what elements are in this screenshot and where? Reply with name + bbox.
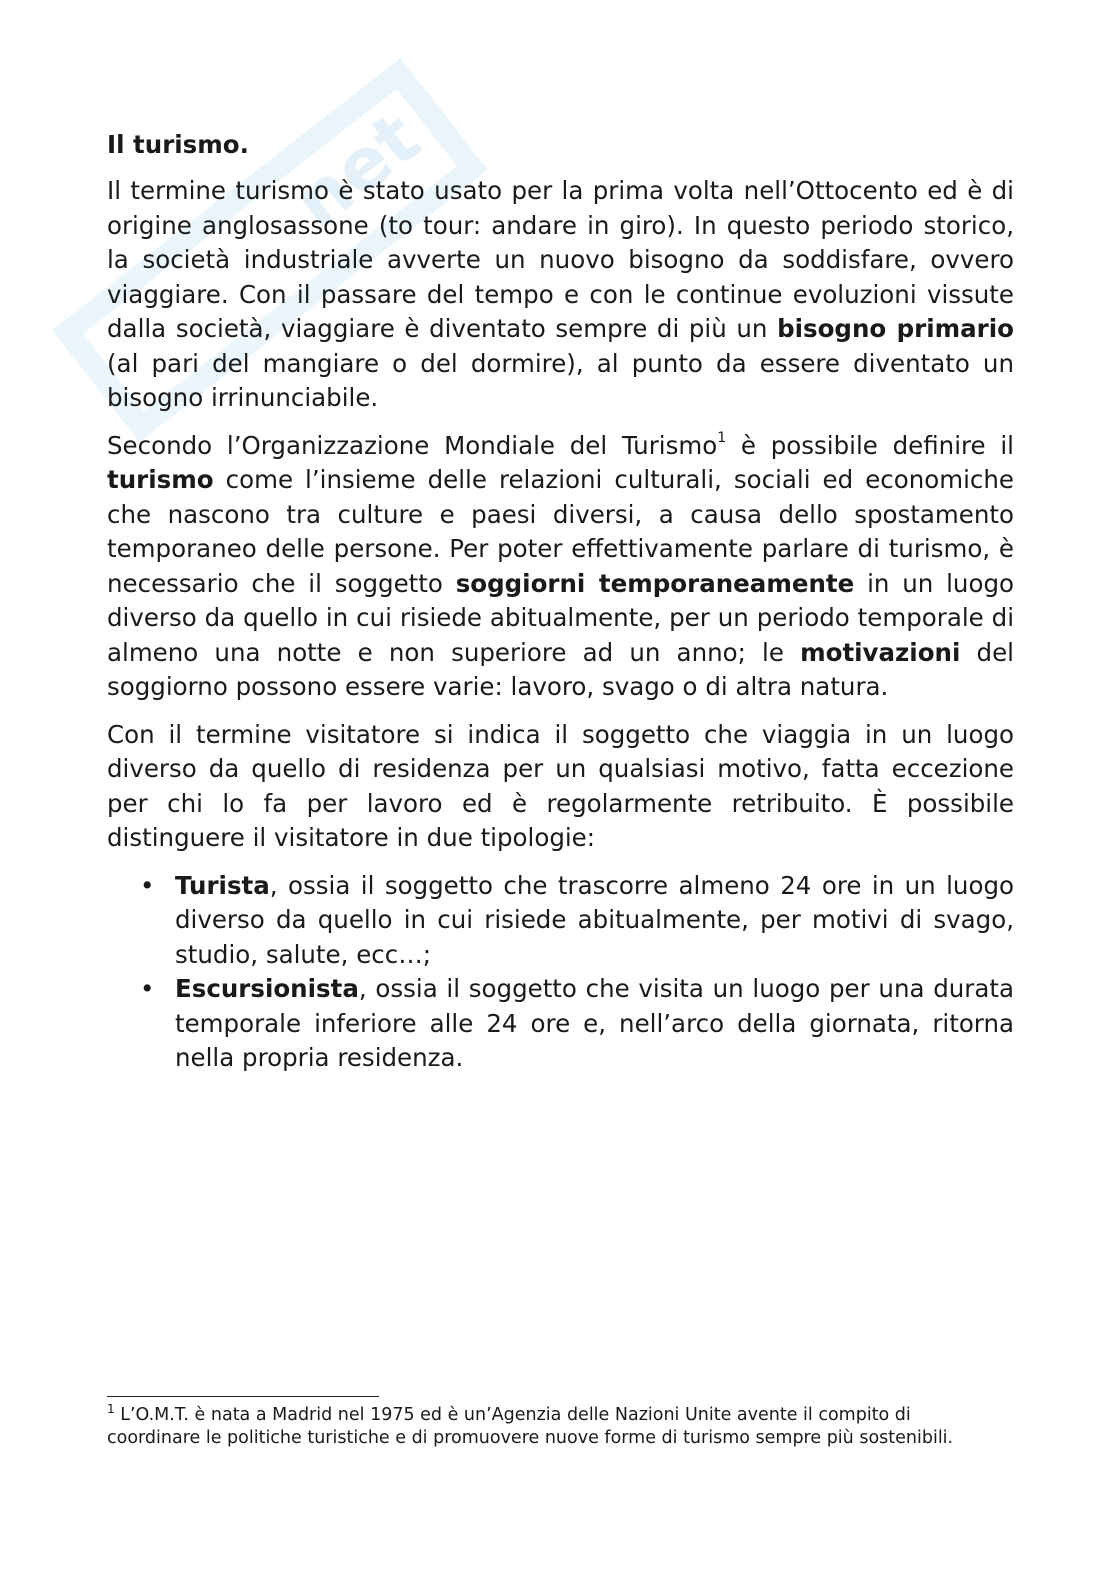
list-item-text bbox=[175, 974, 1014, 1072]
footnote-text: L’O.M.T. è nata a Madrid nel 1975 ed è un’Agenzia delle Nazioni Unite avente il compito di coordinare le politiche turistiche e di promuovere nuove forme di turismo sempre più sostenibili. bbox=[107, 1405, 954, 1448]
footnote-marker: 1 bbox=[107, 1402, 115, 1417]
bold-term: Escursionista bbox=[175, 974, 359, 1003]
text-run: come l’insieme delle relazioni culturali, sociali ed economiche che nascono tra culture e paesi diversi, a causa dello spostamento temporaneo delle persone. Per poter effettivamente parlare di turismo, è necessario che il soggetto bbox=[107, 465, 1014, 598]
bold-term: motivazioni bbox=[800, 637, 961, 667]
text-run: del soggiorno possono essere varie: lavoro, svago o di altra natura. bbox=[107, 637, 1014, 701]
document-title: Il turismo. bbox=[107, 130, 249, 159]
bullet-icon: • bbox=[140, 870, 155, 900]
bullet-icon: • bbox=[140, 974, 155, 1003]
visitor-types-list bbox=[107, 869, 1014, 1076]
text-run: Secondo l’Organizzazione Mondiale del Turismo bbox=[107, 430, 718, 460]
paragraph-1 bbox=[107, 174, 1014, 416]
list-item-text bbox=[175, 871, 1014, 969]
text-run: , ossia il soggetto che visita un luogo per una durata temporale inferiore alle 24 ore e, nell’arco della giornata, ritorna nella propria residenza. bbox=[175, 974, 1014, 1072]
document-body bbox=[107, 128, 1014, 1076]
footnote bbox=[107, 1404, 1002, 1450]
list-item bbox=[140, 972, 1014, 1076]
paragraph-3 bbox=[107, 718, 1014, 856]
text-run: , ossia il soggetto che trascorre almeno 24 ore in un luogo diverso da quello in cui risiede abitualmente, per motivi di svago, studio, salute, ecc…; bbox=[175, 870, 1014, 969]
bold-term: bisogno primario bbox=[777, 314, 1014, 343]
list-item bbox=[140, 869, 1014, 973]
text-run: in un luogo diverso da quello in cui risiede abitualmente, per un periodo temporale di almeno una notte e non superiore ad un anno; le bbox=[107, 568, 1014, 667]
text-run: (al pari del mangiare o del dormire), al punto da essere diventato un bisogno irrinunciabile. bbox=[107, 348, 1014, 412]
bold-term: Turista bbox=[175, 870, 270, 900]
footnote-reference: 1 bbox=[717, 430, 727, 447]
watermark-text: net bbox=[277, 95, 436, 245]
bold-term: turismo bbox=[107, 465, 214, 494]
text-run: Il termine turismo è stato usato per la prima volta nell’Ottocento ed è di origine anglosassone (to tour: andare in giro). In questo periodo storico, la società industriale avverte un nuovo bisogno da soddisfare, ovvero viaggiare. Con il passare del tempo e con le continue evoluzioni vissute dalla società, viaggiare è diventato sempre di più un bbox=[107, 176, 1014, 343]
text-run: è possibile definire il bbox=[726, 430, 1014, 460]
bold-term: soggiorni temporaneamente bbox=[455, 568, 855, 598]
paragraph-2 bbox=[107, 429, 1014, 705]
footnote-separator bbox=[107, 1396, 379, 1397]
text-run: Con il termine visitatore si indica il soggetto che viaggia in un luogo diverso da quello di residenza per un qualsiasi motivo, fatta eccezione per chi lo fa per lavoro ed è regolarmente retribuito. È possibile distinguere il visitatore in due tipologie: bbox=[107, 719, 1014, 852]
